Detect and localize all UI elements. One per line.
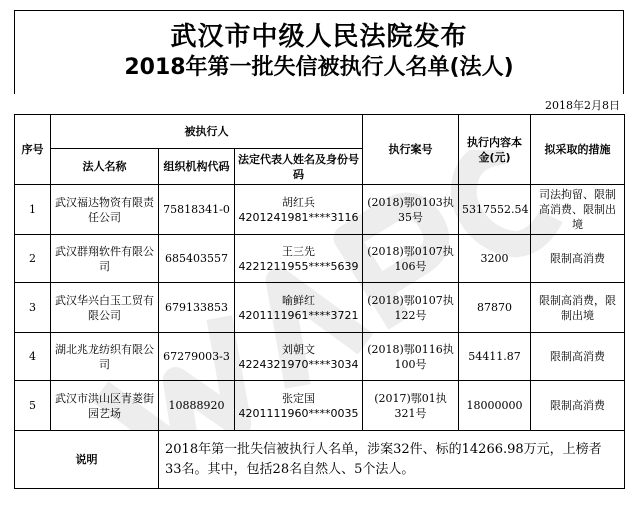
blacklist-table (14, 114, 625, 489)
title-block (14, 10, 624, 94)
table-header-row (15, 115, 625, 149)
row-code: 75818341-0 (159, 185, 235, 235)
table-row (15, 381, 625, 431)
rep-id: 4224321970****3034 (238, 357, 359, 371)
row-measures: 限制高消费 (531, 333, 625, 381)
row-rep (235, 283, 363, 333)
header-index: 序号 (15, 115, 51, 185)
row-measures: 限制高消费 (531, 235, 625, 283)
row-index: 1 (15, 185, 51, 235)
row-rep (235, 235, 363, 283)
row-case: (2018)鄂0116执100号 (363, 333, 459, 381)
row-code: 685403557 (159, 235, 235, 283)
rep-id: 4201111961****3721 (238, 308, 359, 322)
table-row (15, 283, 625, 333)
row-amount: 87870 (459, 283, 531, 333)
row-name: 湖北兆龙纺织有限公司 (51, 333, 159, 381)
row-code: 67279003-3 (159, 333, 235, 381)
page-title: 武汉市中级人民法院发布 (170, 22, 468, 52)
header-org-code: 组织机构代码 (159, 149, 235, 185)
note-text: 2018年第一批失信被执行人名单，涉案32件、标的14266.98万元，上榜者33名。其中，包括28名自然人、5个法人。 (159, 431, 625, 489)
row-case: (2018)鄂0107执122号 (363, 283, 459, 333)
header-measures: 拟采取的措施 (531, 115, 625, 185)
row-amount: 54411.87 (459, 333, 531, 381)
row-measures: 限制高消费 (531, 381, 625, 431)
note-label: 说明 (15, 431, 159, 489)
row-case: (2018)鄂0103执35号 (363, 185, 459, 235)
header-case: 执行案号 (363, 115, 459, 185)
table-row (15, 333, 625, 381)
row-amount: 5317552.54 (459, 185, 531, 235)
header-amount: 执行内容本金(元) (459, 115, 531, 185)
row-index: 5 (15, 381, 51, 431)
header-group: 被执行人 (51, 115, 363, 149)
rep-name: 喻鲜红 (282, 293, 315, 307)
row-name: 武汉华兴白玉工贸有限公司 (51, 283, 159, 333)
row-code: 679133853 (159, 283, 235, 333)
row-name: 武汉福达物资有限责任公司 (51, 185, 159, 235)
row-rep (235, 185, 363, 235)
rep-id: 4201111960****0035 (238, 406, 359, 420)
publish-date: 2018年2月8日 (545, 99, 620, 112)
row-amount: 18000000 (459, 381, 531, 431)
row-name: 武汉市洪山区青菱街园艺场 (51, 381, 159, 431)
row-index: 2 (15, 235, 51, 283)
row-amount: 3200 (459, 235, 531, 283)
header-rep: 法定代表人姓名及身份号码 (235, 149, 363, 185)
header-name: 法人名称 (51, 149, 159, 185)
row-rep (235, 333, 363, 381)
table-row (15, 235, 625, 283)
row-rep (235, 381, 363, 431)
row-case: (2018)鄂0107执106号 (363, 235, 459, 283)
row-measures: 司法拘留、限制高消费、限制出境 (531, 185, 625, 235)
rep-id: 4221211955****5639 (238, 259, 359, 273)
row-index: 4 (15, 333, 51, 381)
rep-name: 胡红兵 (282, 195, 315, 209)
rep-name: 王三先 (282, 244, 315, 258)
rep-id: 4201241981****3116 (238, 210, 359, 224)
row-measures: 限制高消费，限制出境 (531, 283, 625, 333)
row-name: 武汉群翔软件有限公司 (51, 235, 159, 283)
row-index: 3 (15, 283, 51, 333)
row-code: 10888920 (159, 381, 235, 431)
row-case: (2017)鄂01执321号 (363, 381, 459, 431)
rep-name: 刘朝文 (282, 342, 315, 356)
page-subtitle: 2018年第一批失信被执行人名单(法人) (124, 55, 514, 80)
note-row (15, 431, 625, 489)
table-row (15, 185, 625, 235)
rep-name: 张定国 (282, 391, 315, 405)
